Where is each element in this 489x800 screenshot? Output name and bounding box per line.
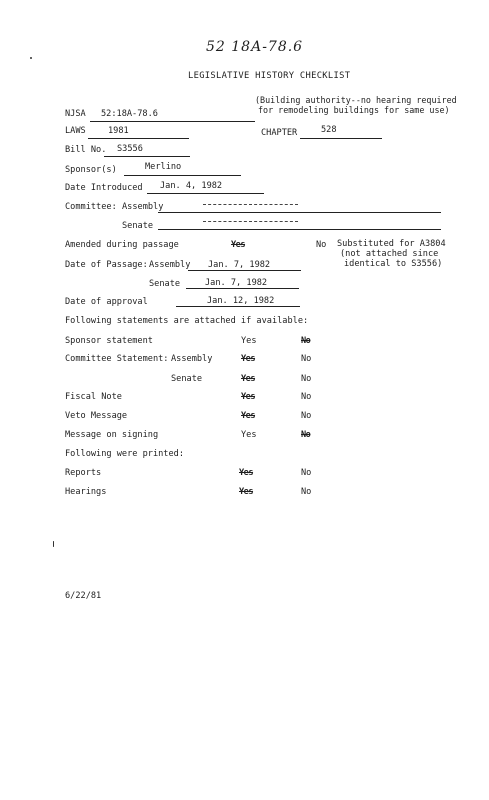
bill-label: Bill No. <box>65 145 107 155</box>
amended-label: Amended during passage <box>65 240 179 250</box>
attached-heading: Following statements are attached if available: <box>65 316 309 326</box>
passage-label: Date of Passage: <box>65 260 148 270</box>
statement-no: No <box>301 392 312 402</box>
date-introduced-label: Date Introduced <box>65 183 143 193</box>
footer-date: 6/22/81 <box>65 591 102 601</box>
statement-yes: Yes <box>241 336 257 346</box>
passage-senate-underline <box>186 288 299 289</box>
statement-label: Fiscal Note <box>65 392 122 402</box>
handwritten-citation: 52 18A-78.6 <box>206 39 304 55</box>
laws-label: LAWS <box>65 126 86 136</box>
margin-mark <box>53 541 54 547</box>
date-introduced-underline <box>147 193 264 194</box>
passage-assembly-underline <box>188 270 301 271</box>
statement-yes: Yes <box>241 430 257 440</box>
passage-assembly-date: Jan. 7, 1982 <box>208 260 271 270</box>
printed-no: No <box>301 487 312 497</box>
statement-label: Sponsor statement <box>65 336 153 346</box>
laws-underline <box>88 138 189 139</box>
committee-assembly-underline <box>158 212 441 213</box>
statement-yes-crossed: Yes <box>241 374 256 384</box>
chapter-value: 528 <box>321 125 337 135</box>
statement-no-crossed: No <box>301 336 311 346</box>
statement-no-crossed: No <box>301 430 311 440</box>
sponsors-label: Sponsor(s) <box>65 165 117 175</box>
statement-sublabel: Assembly <box>171 354 213 364</box>
page-title: LEGISLATIVE HISTORY CHECKLIST <box>188 71 351 81</box>
statement-sublabel: Senate <box>171 374 203 384</box>
passage-senate-date: Jan. 7, 1982 <box>205 278 268 288</box>
statement-no: No <box>301 354 312 364</box>
passage-assembly-label: Assembly <box>149 260 191 270</box>
njsa-underline <box>90 121 255 122</box>
substituted-line-3: identical to S3556) <box>344 259 443 269</box>
njsa-label: NJSA <box>65 109 86 119</box>
statement-no: No <box>301 411 312 421</box>
approval-underline <box>176 306 300 307</box>
chapter-underline <box>300 138 382 139</box>
committee-senate-label: Senate <box>122 221 154 231</box>
statement-yes-crossed: Yes <box>241 392 256 402</box>
statement-no: No <box>301 374 312 384</box>
statement-yes-crossed: Yes <box>241 354 256 364</box>
passage-senate-label: Senate <box>149 279 181 289</box>
sponsors-value: Merlino <box>145 162 182 172</box>
note-line-2: for remodeling buildings for same use) <box>258 105 450 115</box>
chapter-label: CHAPTER <box>261 128 298 138</box>
amended-yes-crossed: Yes <box>231 240 246 250</box>
printed-label: Hearings <box>65 487 107 497</box>
sponsors-underline <box>124 175 241 176</box>
committee-assembly-label: Assembly <box>122 202 164 212</box>
amended-no: No <box>316 240 327 250</box>
laws-value: 1981 <box>108 126 129 136</box>
substituted-line-1: Substituted for A3804 <box>337 239 446 249</box>
njsa-value: 52:18A-78.6 <box>101 109 158 119</box>
margin-dot <box>30 57 32 59</box>
printed-yes-crossed: Yes <box>239 487 254 497</box>
printed-heading: Following were printed: <box>65 449 184 459</box>
note-line-1: (Building authority--no hearing required <box>255 95 457 105</box>
committee-senate-underline <box>158 229 441 230</box>
date-introduced-value: Jan. 4, 1982 <box>160 181 223 191</box>
statement-yes-crossed: Yes <box>241 411 256 421</box>
approval-label: Date of approval <box>65 297 148 307</box>
printed-yes-crossed: Yes <box>239 468 254 478</box>
printed-no: No <box>301 468 312 478</box>
committee-assembly-dashes <box>203 204 298 205</box>
committee-label: Committee: <box>65 202 117 212</box>
printed-label: Reports <box>65 468 102 478</box>
bill-underline <box>104 156 190 157</box>
committee-senate-dashes <box>203 221 298 222</box>
bill-value: S3556 <box>117 144 143 154</box>
statement-label: Committee Statement: <box>65 354 169 364</box>
substituted-line-2: (not attached since <box>340 249 439 259</box>
approval-date: Jan. 12, 1982 <box>207 296 275 306</box>
statement-label: Veto Message <box>65 411 128 421</box>
statement-label: Message on signing <box>65 430 159 440</box>
